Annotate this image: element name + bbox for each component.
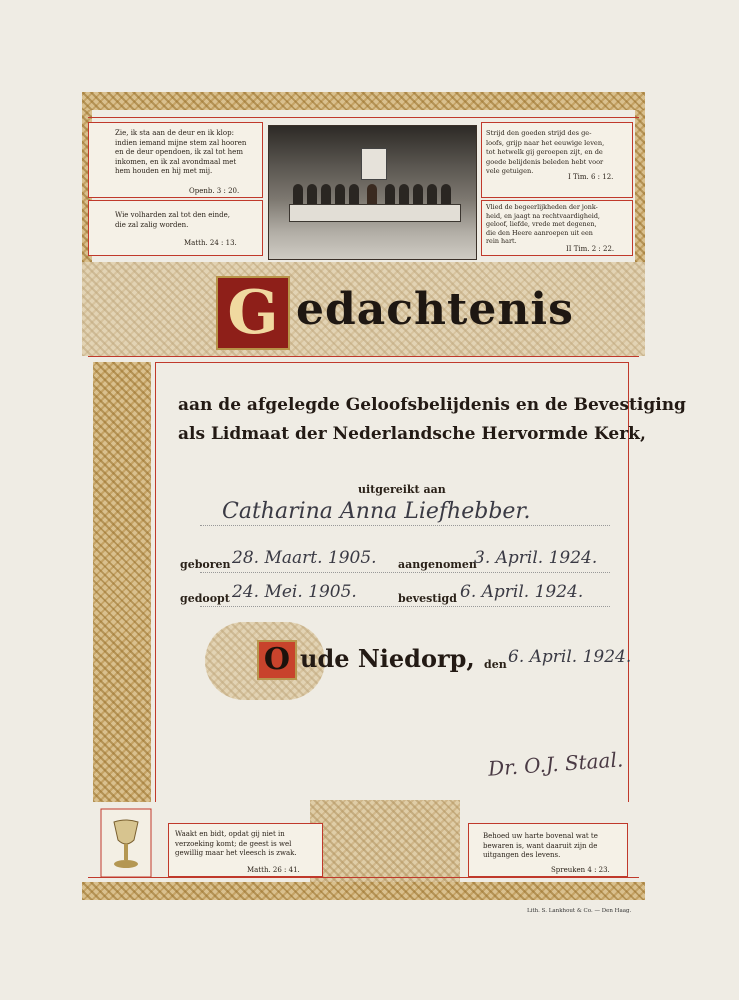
baptized-label: gedoopt	[180, 592, 230, 605]
page-title	[296, 284, 574, 335]
verse-reference: I Tim. 6 : 12.	[568, 173, 614, 181]
issued-label: uitgereikt aan	[358, 483, 446, 496]
figure-image	[385, 184, 395, 206]
figure-image	[441, 184, 451, 206]
left-ornament-column	[93, 362, 151, 802]
figure-image	[307, 184, 317, 206]
baptized-value: 24. Mei. 1905.	[232, 582, 357, 602]
place-initial: O	[257, 640, 297, 680]
bottom-border-band	[82, 882, 645, 900]
verse-box-mid-left	[88, 200, 263, 256]
subtitle-line-1: aan de afgelegde Geloofsbelijdenis en de Bevestiging	[178, 395, 686, 415]
window-image	[361, 148, 387, 180]
red-rule-bottom	[88, 877, 639, 878]
signature: Dr. O.J. Staal.	[487, 747, 624, 781]
verse-reference: Matth. 24 : 13.	[184, 239, 237, 247]
verse-reference: II Tim. 2 : 22.	[566, 245, 615, 253]
chalice-icon	[100, 808, 152, 878]
red-rule-main-top	[155, 362, 629, 363]
verse-reference: Openb. 3 : 20.	[189, 187, 240, 195]
title-initial: G	[216, 276, 290, 350]
verse-text: Behoed uw harte bovenal wat te bewaren is, want daaruit zijn de uitgangen des levens.	[483, 832, 598, 859]
confirmed-label: bevestigd	[398, 592, 457, 605]
verse-box-top-left	[88, 122, 263, 198]
details-dotted-line-2	[200, 606, 610, 607]
figure-image	[293, 184, 303, 206]
verse-text: Strijd den goeden strijd des ge- loofs, grijp naar het eeuwige leven, tot hetwelk gij geroepen zijt, en de goede belijdenis beleden hebt voor vele getuigen.	[486, 129, 605, 175]
last-supper-engraving	[268, 125, 477, 260]
figure-image	[335, 184, 345, 206]
accepted-value: 3. April. 1924.	[474, 548, 598, 568]
details-dotted-line-1	[200, 572, 610, 573]
verse-box-bottom-left	[168, 823, 323, 877]
place-date-value: 6. April. 1924.	[508, 647, 632, 667]
verse-box-top-right	[481, 122, 633, 198]
accepted-label: aangenomen	[398, 558, 477, 571]
name-dotted-line	[200, 525, 610, 526]
figure-image	[413, 184, 423, 206]
figure-image	[349, 184, 359, 206]
verse-text: Vlied de begeerlijkheden der jonk- heid, en jaagt na rechtvaardigheid, geloof, liefde, vrede met degenen, die den Heere aanroepen uit een rein hart.	[486, 203, 600, 246]
red-rule-header-bottom	[88, 356, 639, 357]
printer-credit: Lith. S. Lankhout & Co. — Den Haag.	[527, 908, 632, 914]
confirmed-value: 6. April. 1924.	[460, 582, 584, 602]
top-border-band	[82, 92, 645, 110]
born-label: geboren	[180, 558, 231, 571]
place-date-label: den	[484, 658, 507, 671]
verse-text: Waakt en bidt, opdat gij niet in verzoeking komt; de geest is wel gewillig maar het vleesch is zwak.	[175, 830, 297, 857]
verse-reference: Matth. 26 : 41.	[247, 866, 300, 874]
figure-image	[427, 184, 437, 206]
subtitle-line-2: als Lidmaat der Nederlandsche Hervormde Kerk,	[178, 424, 646, 444]
red-rule-top	[88, 117, 639, 118]
recipient-name: Catharina Anna Liefhebber.	[222, 499, 531, 524]
verse-text: Wie volharden zal tot den einde, die zal zalig worden.	[115, 211, 230, 229]
verse-box-mid-right	[481, 200, 633, 256]
table-image	[289, 204, 461, 222]
bottom-center-ornament	[310, 800, 460, 882]
figure-image	[321, 184, 331, 206]
born-value: 28. Maart. 1905.	[232, 548, 377, 568]
place-name: ude Niedorp,	[300, 644, 475, 673]
right-top-ornament	[635, 110, 645, 262]
figure-image	[367, 184, 377, 206]
red-rule-main-left	[155, 362, 156, 802]
verse-text: Zie, ik sta aan de deur en ik klop: indien iemand mijne stem zal hooren en de deur opendoen, ik zal tot hem inkomen, en ik zal avondmaal met hem houden en hij met mij.	[115, 129, 247, 175]
verse-reference: Spreuken 4 : 23.	[551, 866, 610, 874]
figure-image	[399, 184, 409, 206]
title-rest: edachtenis	[296, 284, 574, 335]
verse-box-bottom-right	[468, 823, 628, 877]
